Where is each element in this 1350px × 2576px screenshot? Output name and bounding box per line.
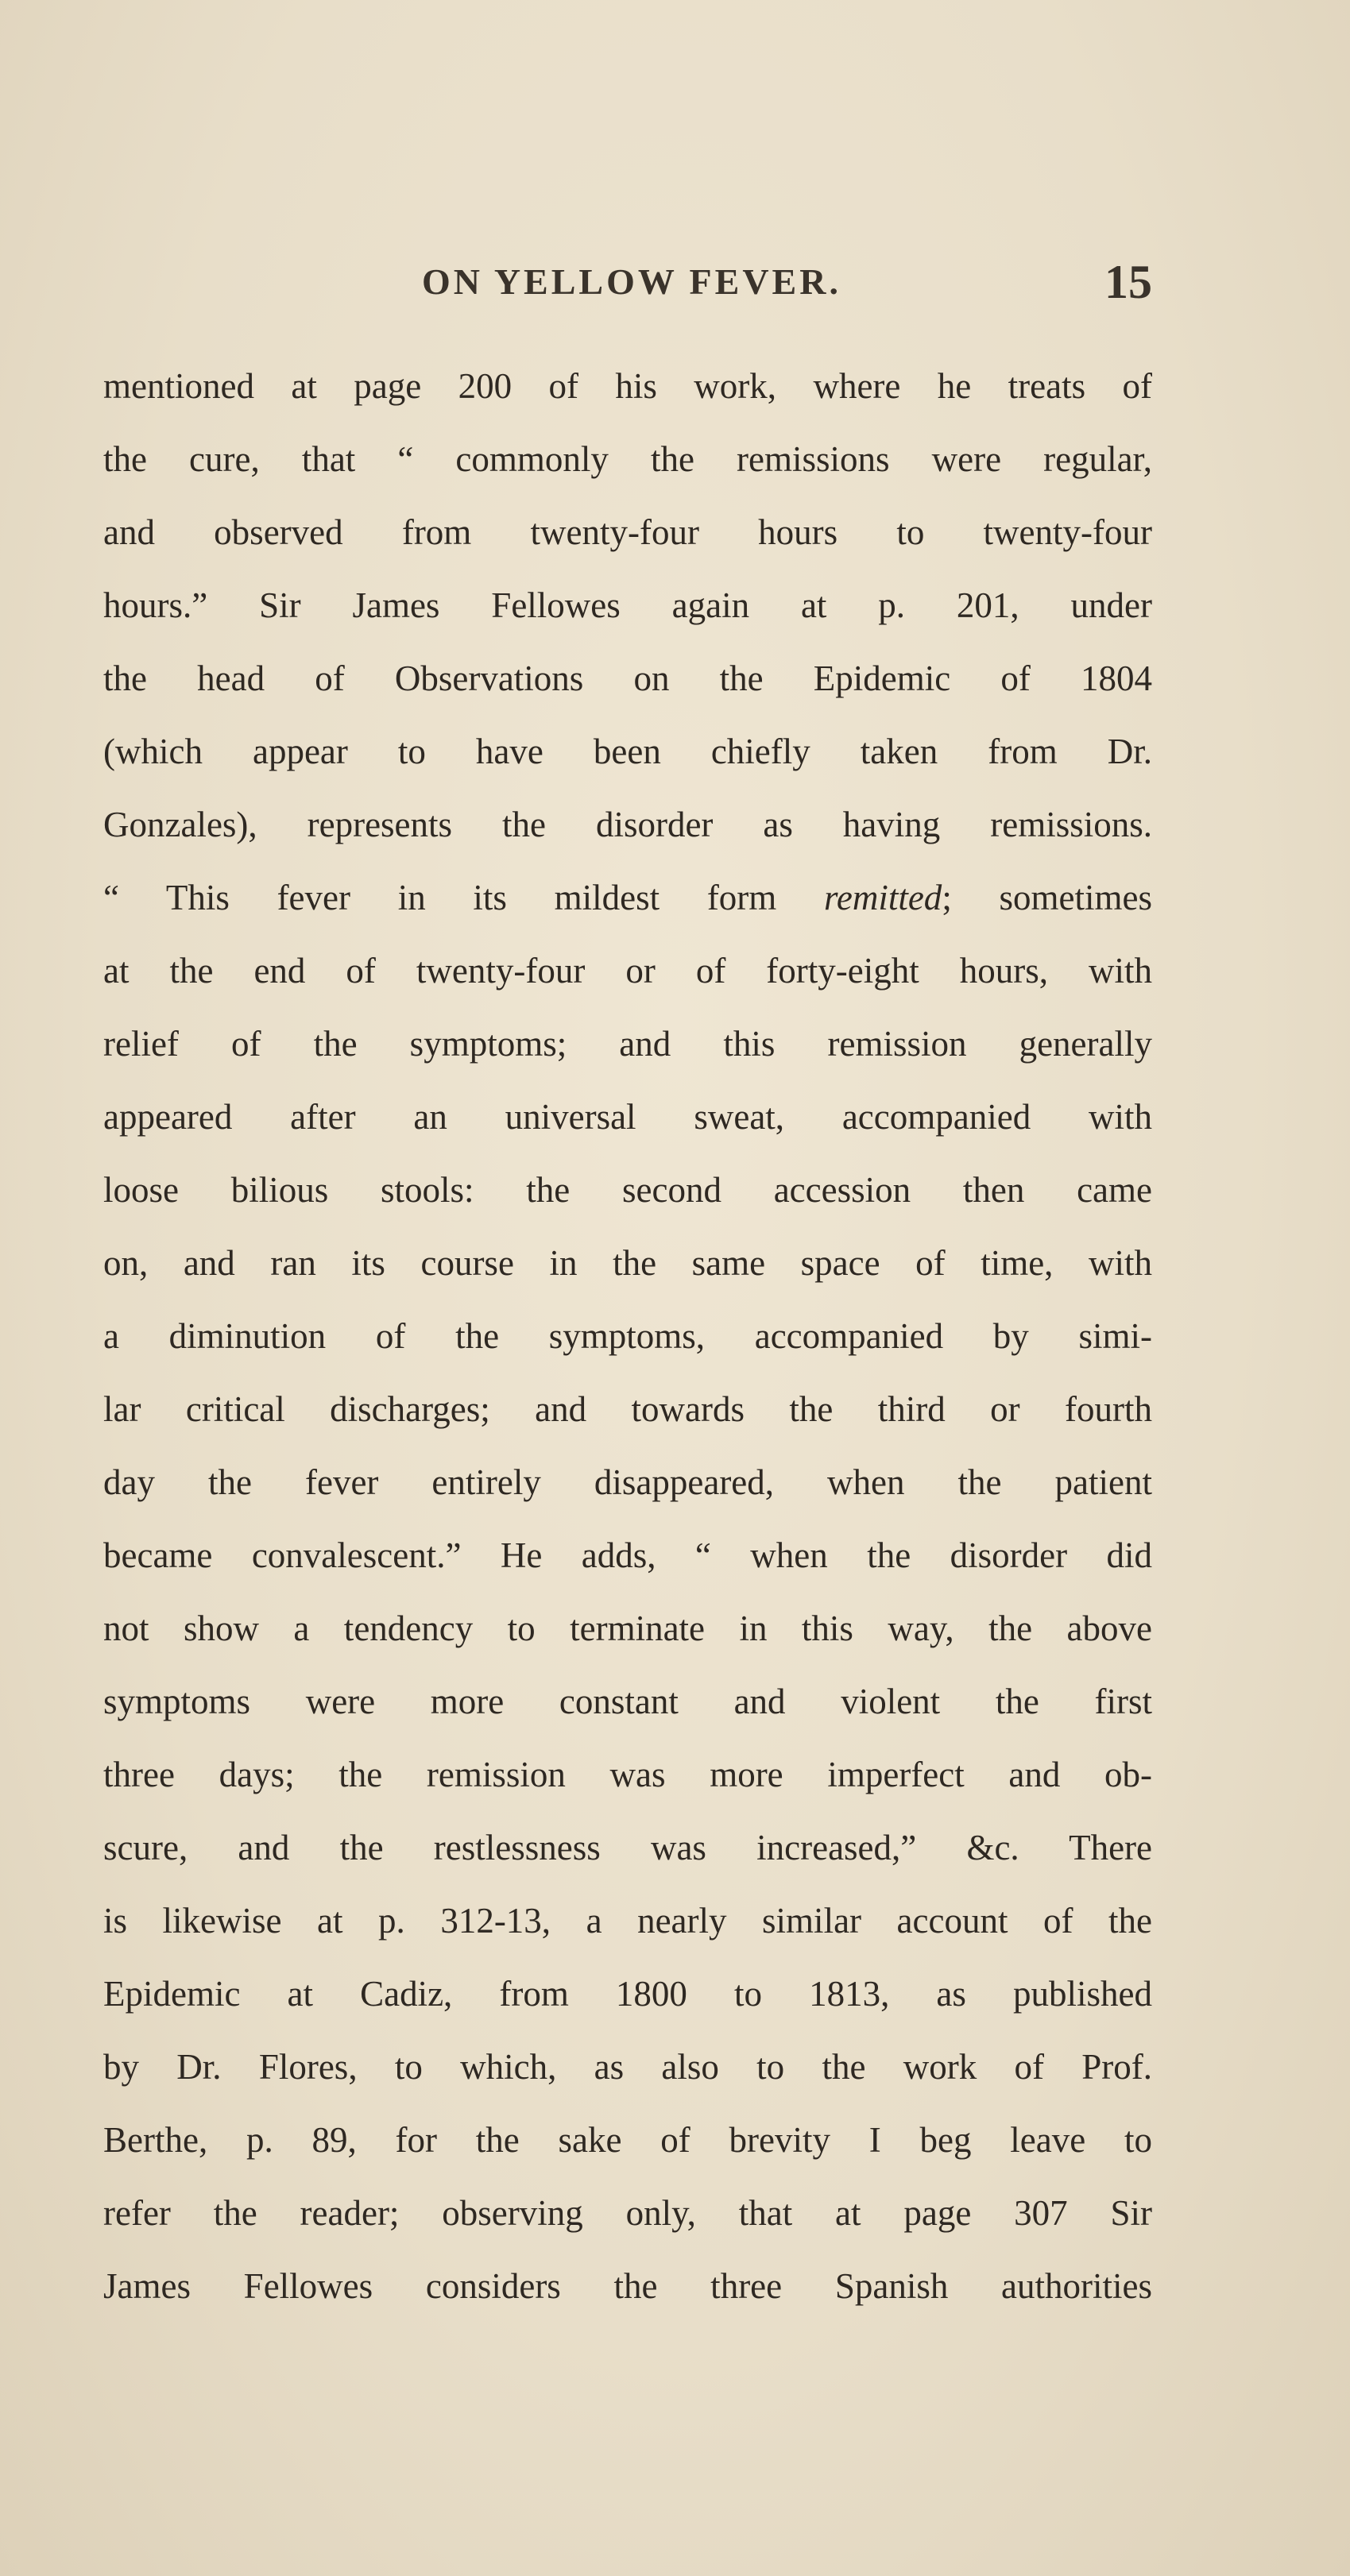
body-text (103, 350, 1152, 2323)
text-line: the head of Observations on the Epidemic of 1804 (103, 658, 1152, 698)
text-line: not show a tendency to terminate in this way, the above (103, 1609, 1152, 1648)
page-number: 15 (1104, 256, 1152, 308)
running-head (0, 254, 1350, 310)
text-line: loose bilious stools: the second accession then came (103, 1170, 1152, 1210)
text-line: symptoms were more constant and violent the first (103, 1682, 1152, 1721)
text-line: Berthe, p. 89, for the sake of brevity I beg leave to (103, 2120, 1152, 2160)
text-line: became convalescent.” He adds, “ when the disorder did (103, 1535, 1152, 1575)
text-line: Gonzales), represents the disorder as having remissions. (103, 805, 1152, 844)
text-line: three days; the remission was more imperfect and ob- (103, 1755, 1152, 1794)
text-line: mentioned at page 200 of his work, where he treats of (103, 366, 1152, 406)
text-line: and observed from twenty-four hours to twenty-four (103, 512, 1152, 552)
text-line: the cure, that “ commonly the remissions were regular, (103, 439, 1152, 479)
text-line: on, and ran its course in the same space of time, with (103, 1243, 1152, 1283)
text-line: “ This fever in its mildest form remitted; sometimes (103, 878, 1152, 917)
text-line: hours.” Sir James Fellowes again at p. 201, under (103, 585, 1152, 625)
text-line: a diminution of the symptoms, accompanied by simi- (103, 1316, 1152, 1356)
text-line: (which appear to have been chiefly taken from Dr. (103, 732, 1152, 771)
text-line: day the fever entirely disappeared, when the patient (103, 1462, 1152, 1502)
text-line: relief of the symptoms; and this remission generally (103, 1024, 1152, 1064)
text-line: James Fellowes considers the three Spanish authorities (103, 2266, 1152, 2306)
text-line: scure, and the restlessness was increased,” &c. There (103, 1828, 1152, 1867)
text-line: Epidemic at Cadiz, from 1800 to 1813, as published (103, 1974, 1152, 2014)
text-line: refer the reader; observing only, that at page 307 Sir (103, 2193, 1152, 2233)
text-line: at the end of twenty-four or of forty-eight hours, with (103, 951, 1152, 991)
text-line: by Dr. Flores, to which, as also to the work of Prof. (103, 2047, 1152, 2087)
text-line: appeared after an universal sweat, accompanied with (103, 1097, 1152, 1137)
text-line: lar critical discharges; and towards the third or fourth (103, 1389, 1152, 1429)
text-line: is likewise at p. 312-13, a nearly similar account of the (103, 1901, 1152, 1941)
running-title: ON YELLOW FEVER. (422, 261, 841, 302)
